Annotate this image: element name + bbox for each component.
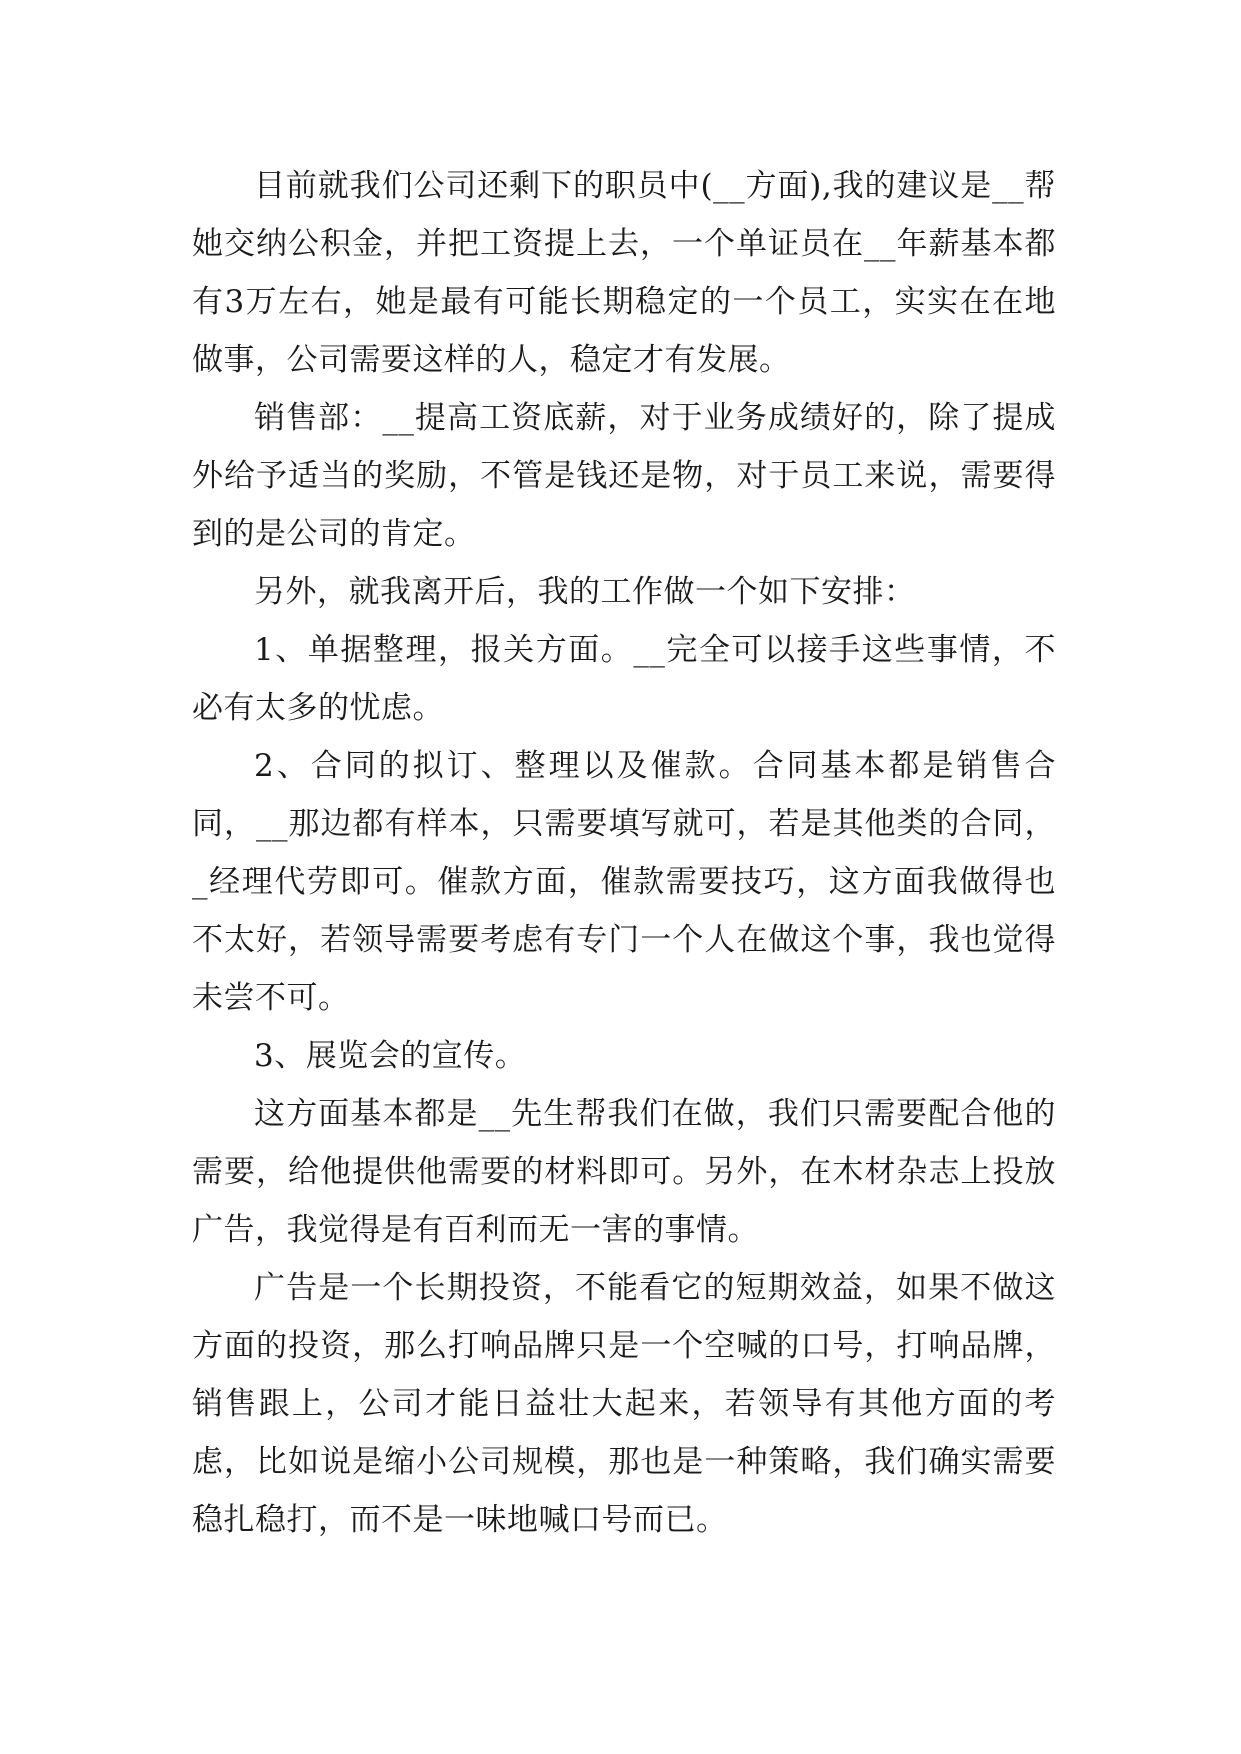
paragraph-1: 目前就我们公司还剩下的职员中(__方面),我的建议是__帮她交纳公积金，并把工资提上去，一个单证员在__年薪基本都有3万左右，她是最有可能长期稳定的一个员工，实实在在地做事，公司需要这样的人，稳定才有发展。 bbox=[192, 168, 1056, 378]
paragraph-3: 另外，就我离开后，我的工作做一个如下安排： bbox=[254, 574, 916, 610]
paragraph-6: 3、展览会的宣传。 bbox=[254, 1038, 527, 1074]
paragraph-2: 销售部：__提高工资底薪，对于业务成绩好的，除了提成外给予适当的奖励，不管是钱还是物，对于员工来说，需要得到的是公司的肯定。 bbox=[192, 400, 1056, 552]
paragraph-5: 2、合同的拟订、整理以及催款。合同基本都是销售合同，__那边都有样本，只需要填写就可，若是其他类的合同，_经理代劳即可。催款方面，催款需要技巧，这方面我做得也不太好，若领导需要考虑有专门一个人在做这个事，我也觉得未尝不可。 bbox=[192, 748, 1056, 1016]
paragraph-4: 1、单据整理，报关方面。__完全可以接手这些事情，不必有太多的忧虑。 bbox=[192, 632, 1056, 726]
paragraph-7: 这方面基本都是__先生帮我们在做，我们只需要配合他的需要，给他提供他需要的材料即可。另外，在木材杂志上投放广告，我觉得是有百利而无一害的事情。 bbox=[192, 1096, 1056, 1248]
document-body bbox=[192, 157, 1056, 1549]
paragraph-8: 广告是一个长期投资，不能看它的短期效益，如果不做这方面的投资，那么打响品牌只是一个空喊的口号，打响品牌，销售跟上，公司才能日益壮大起来，若领导有其他方面的考虑，比如说是缩小公司规模，那也是一种策略，我们确实需要稳扎稳打，而不是一味地喊口号而已。 bbox=[192, 1270, 1056, 1538]
